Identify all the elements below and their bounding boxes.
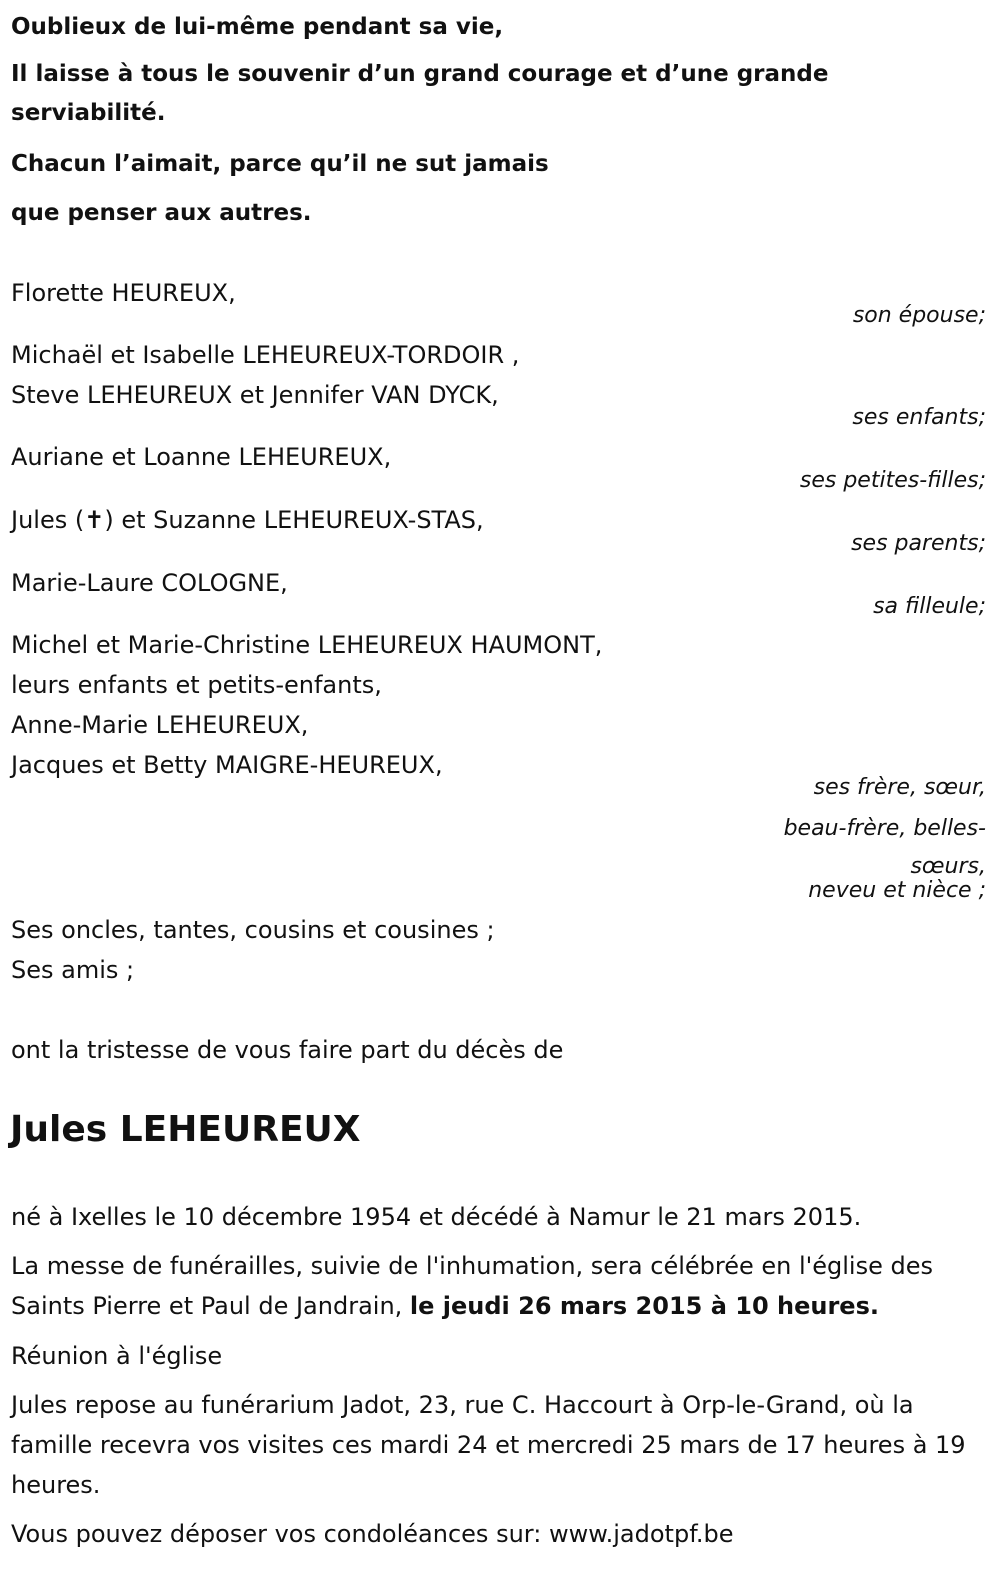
funeral-paragraph	[11, 1246, 986, 1326]
grandchildren-names: Auriane et Loanne LEHEUREUX,	[11, 443, 392, 471]
poem-line-1: Oublieux de lui-même pendant sa vie,	[11, 14, 504, 40]
deceased-name: Jules LEHEUREUX	[10, 1109, 361, 1150]
siblings-role-4: neveu et nièce ;	[808, 878, 986, 903]
grandchildren-role: ses petites-filles;	[799, 468, 986, 493]
parents-names: Jules (✝) et Suzanne LEHEUREUX-STAS,	[11, 506, 484, 534]
poem-line-2: Il laisse à tous le souvenir d’un grand courage et d’une grande serviabilité.	[11, 61, 829, 126]
spouse-role: son épouse;	[852, 303, 986, 328]
funeral-date: le jeudi 26 mars 2015 à 10 heures.	[409, 1292, 879, 1320]
visitation-text: Jules repose au funérarium Jadot, 23, rue C. Haccourt à Orp-le-Grand, où la famille recevra vos visites ces mardi 24 et mercredi 25 mars de 17 heures à 19 heures.	[11, 1391, 966, 1499]
goddaughter-name: Marie-Laure COLOGNE,	[11, 569, 288, 597]
birth-death-text: né à Ixelles le 10 décembre 1954 et décédé à Namur le 21 mars 2015.	[11, 1203, 862, 1231]
announcement-text: ont la tristesse de vous faire part du décès de	[11, 1036, 564, 1064]
poem-line-3: Chacun l’aimait, parce qu’il ne sut jamais	[11, 151, 549, 177]
friends: Ses amis ;	[11, 956, 135, 984]
sibling-name-2: leurs enfants et petits-enfants,	[11, 671, 382, 699]
sibling-name-3: Anne-Marie LEHEUREUX,	[11, 711, 309, 739]
sibling-name-4: Jacques et Betty MAIGRE-HEUREUX,	[11, 751, 443, 779]
funeral-text: La messe de funérailles, suivie de l'inhumation, sera célébrée en l'église des Saints Pierre et Paul de Jandrain,	[11, 1252, 933, 1320]
extended-family: Ses oncles, tantes, cousins et cousines ;	[11, 916, 495, 944]
siblings-role-3: sœurs,	[910, 854, 986, 879]
siblings-role-2: beau-frère, belles-	[783, 816, 986, 841]
siblings-role-1: ses frère, sœur,	[813, 775, 986, 800]
sibling-name-1: Michel et Marie-Christine LEHEUREUX HAUMONT,	[11, 631, 603, 659]
child-name-2: Steve LEHEUREUX et Jennifer VAN DYCK,	[11, 381, 499, 409]
poem-line-4: que penser aux autres.	[11, 200, 312, 226]
parents-role: ses parents;	[851, 531, 986, 556]
meeting-text: Réunion à l'église	[11, 1342, 223, 1370]
child-name-1: Michaël et Isabelle LEHEUREUX-TORDOIR ,	[11, 341, 520, 369]
children-role: ses enfants;	[852, 405, 986, 430]
spouse-name: Florette HEUREUX,	[11, 279, 236, 307]
goddaughter-role: sa filleule;	[873, 594, 986, 619]
condolences-text: Vous pouvez déposer vos condoléances sur: www.jadotpf.be	[11, 1520, 734, 1548]
